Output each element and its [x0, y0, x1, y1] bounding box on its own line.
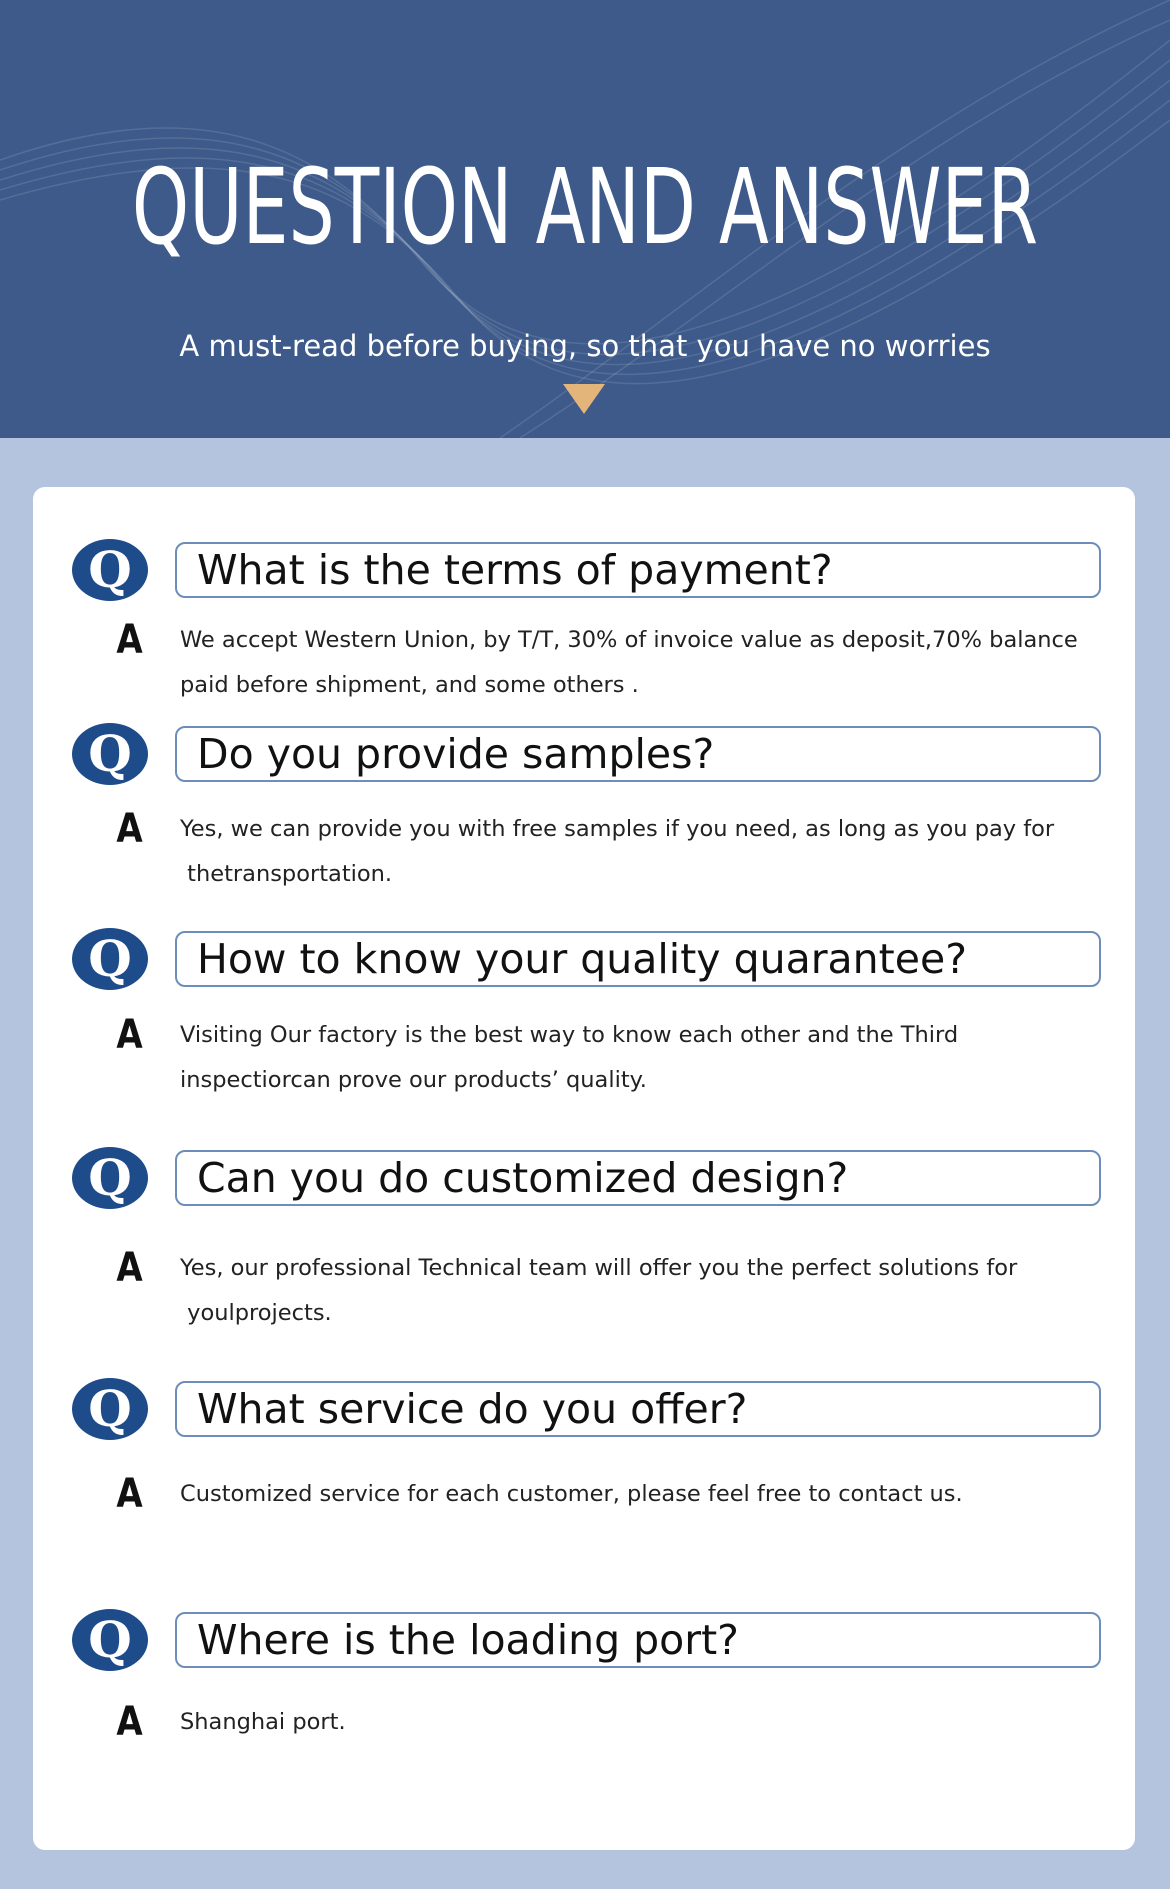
arrow-down-icon — [563, 384, 605, 414]
question-6: Where is the loading port? — [175, 1612, 1101, 1668]
a-icon: A — [116, 617, 143, 663]
a-icon: A — [116, 1245, 143, 1291]
a-icon: A — [116, 1471, 143, 1517]
answer-4-line: youlprojects. — [180, 1300, 332, 1326]
q-icon: Q — [72, 1609, 148, 1671]
question-5: What service do you offer? — [175, 1381, 1101, 1437]
a-icon: A — [116, 806, 143, 852]
q-icon: Q — [72, 928, 148, 990]
question-4: Can you do customized design? — [175, 1150, 1101, 1206]
q-icon: Q — [72, 1378, 148, 1440]
question-2: Do you provide samples? — [175, 726, 1101, 782]
answer-6-line: Shanghai port. — [180, 1709, 346, 1735]
q-icon: Q — [72, 539, 148, 601]
header-banner — [0, 0, 1170, 438]
answer-2-line: Yes, we can provide you with free samples if you need, as long as you pay for — [180, 816, 1055, 842]
question-3: How to know your quality quarantee? — [175, 931, 1101, 987]
a-icon: A — [116, 1699, 143, 1745]
answer-3-line: inspectiorcan prove our products’ quality. — [180, 1067, 647, 1093]
question-1: What is the terms of payment? — [175, 542, 1101, 598]
q-icon: Q — [72, 723, 148, 785]
page-subtitle: A must-read before buying, so that you have no worries — [179, 329, 991, 363]
answer-1-line: We accept Western Union, by T/T, 30% of invoice value as deposit,70% balance — [180, 627, 1078, 653]
answer-4-line: Yes, our professional Technical team will offer you the perfect solutions for — [180, 1255, 1018, 1281]
page-title: QUESTION AND ANSWER — [131, 146, 1039, 268]
answer-1-line: paid before shipment, and some others . — [180, 672, 639, 698]
answer-3-line: Visiting Our factory is the best way to know each other and the Third — [180, 1022, 959, 1048]
a-icon: A — [116, 1012, 143, 1058]
q-icon: Q — [72, 1147, 148, 1209]
answer-5-line: Customized service for each customer, please feel free to contact us. — [180, 1481, 963, 1507]
answer-2-line: thetransportation. — [180, 861, 393, 887]
